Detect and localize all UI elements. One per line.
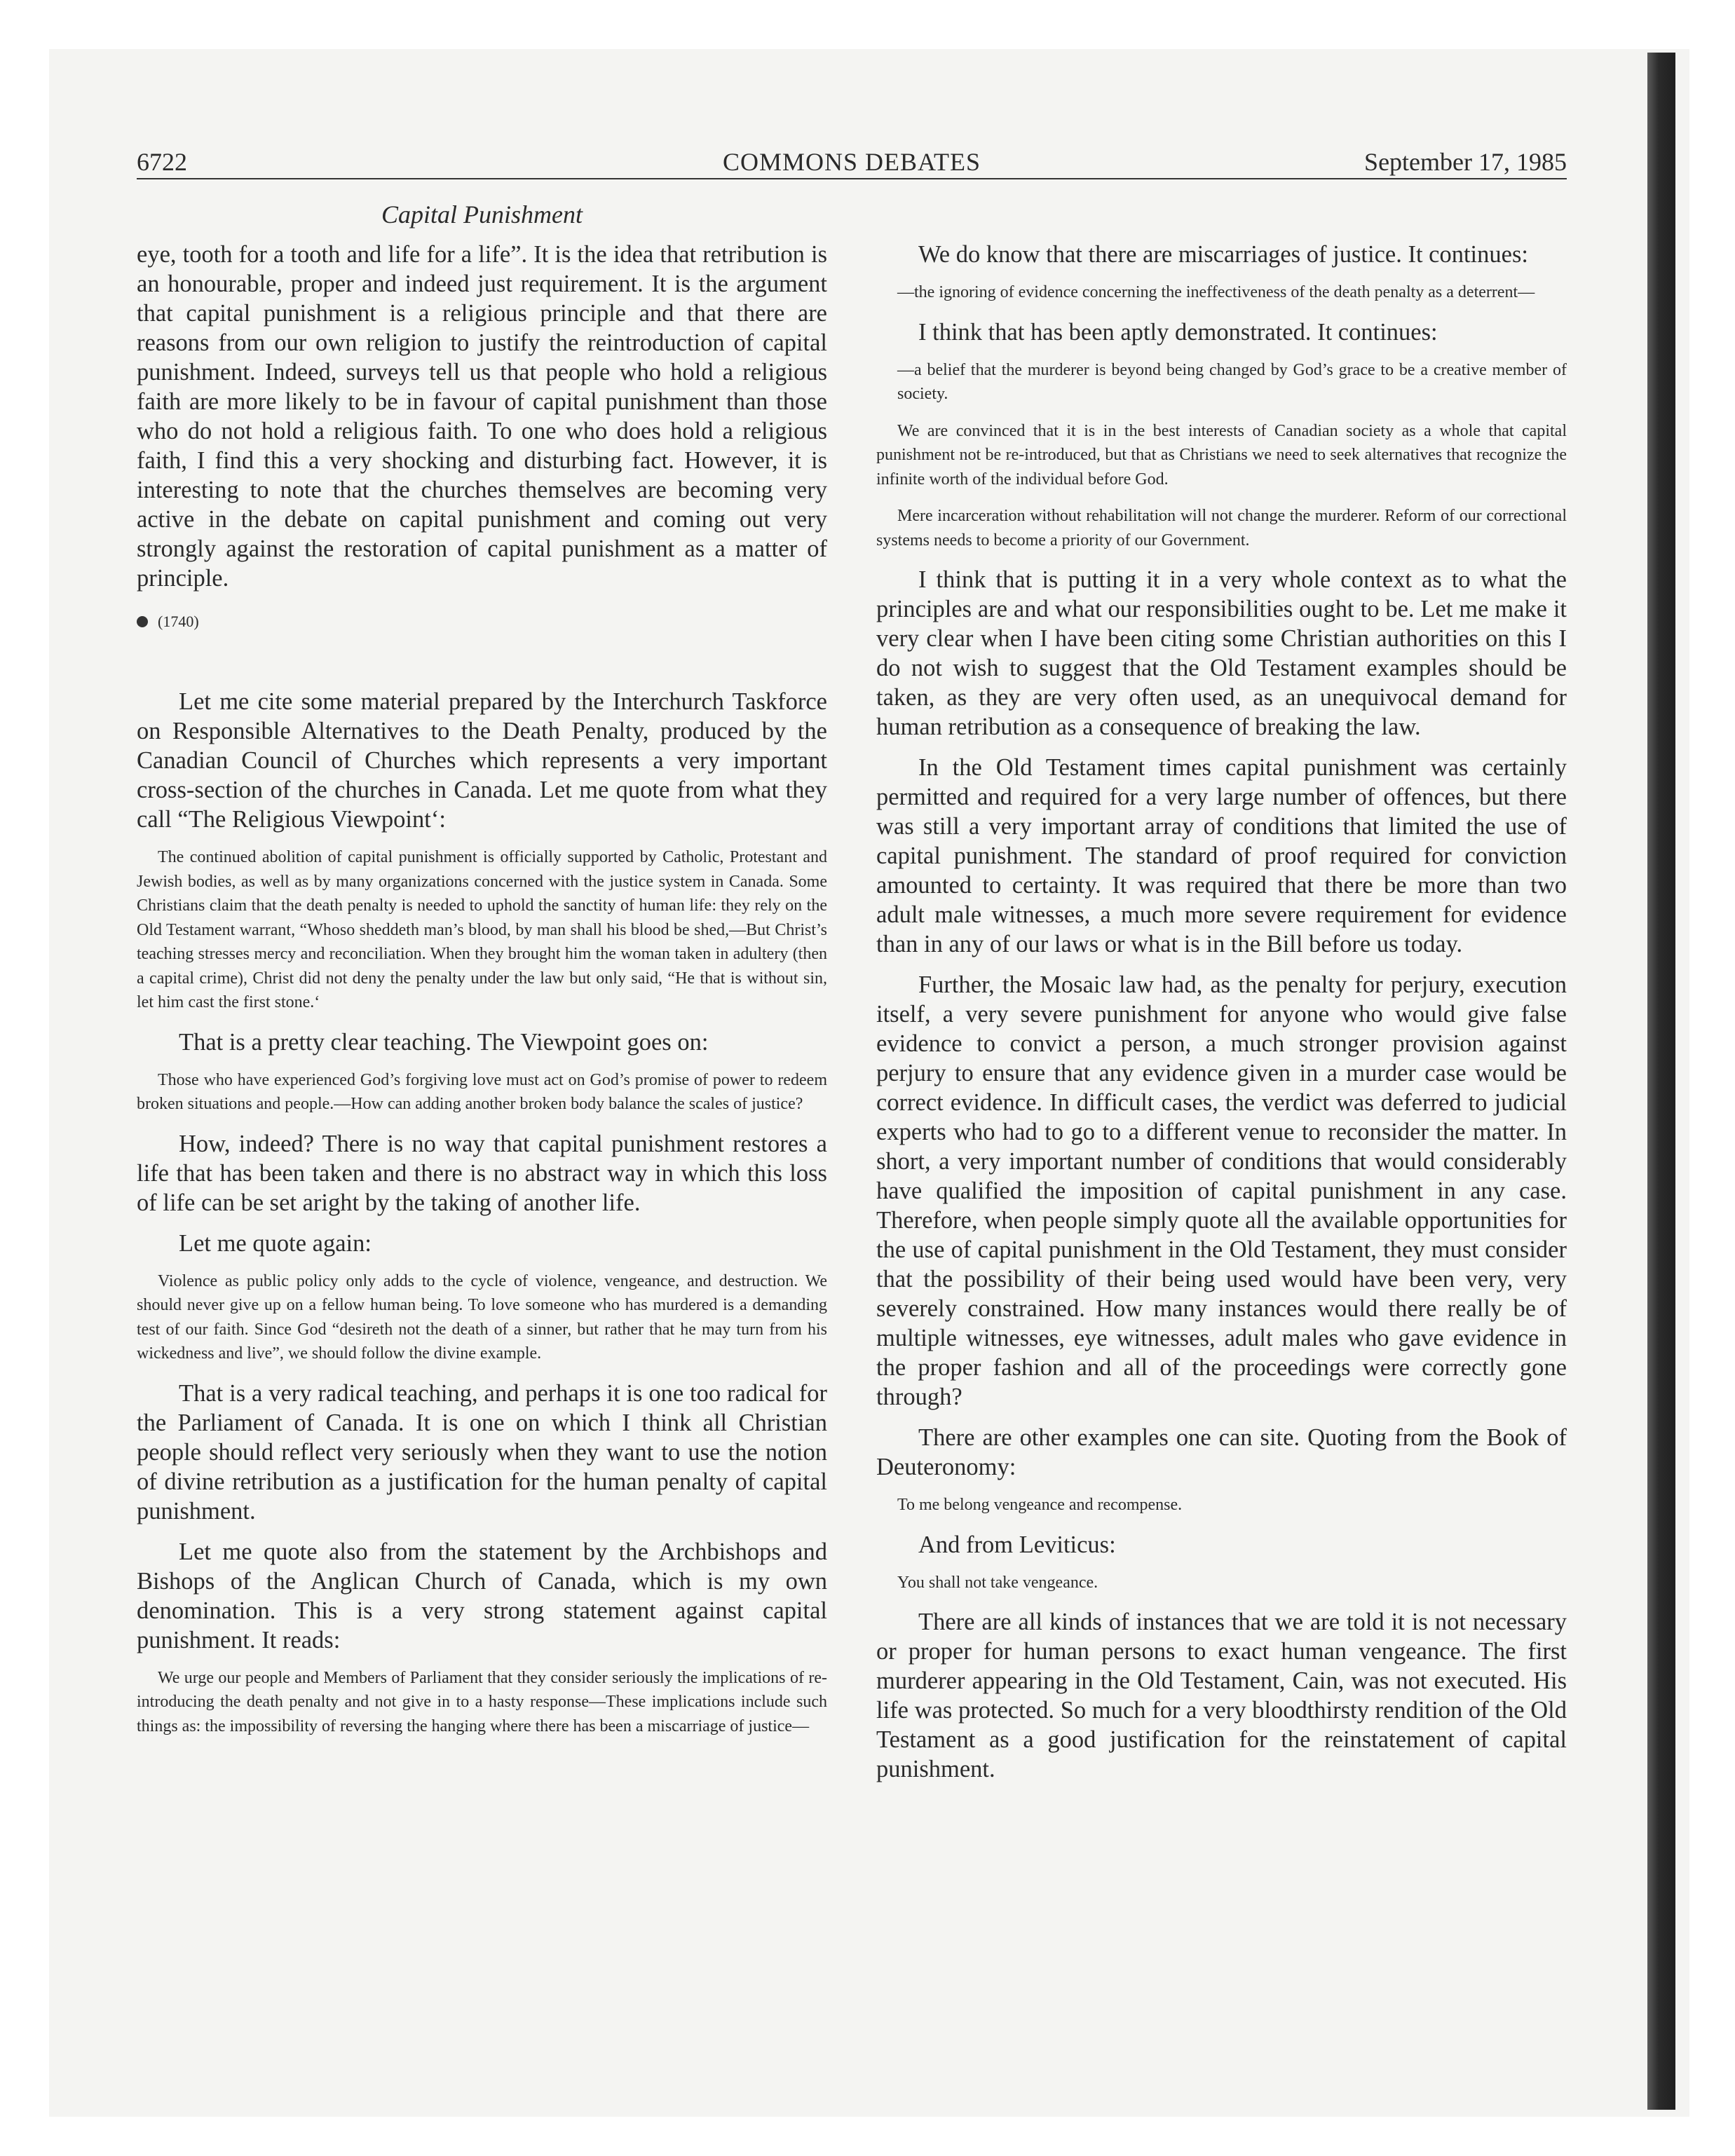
publication-title: COMMONS DEBATES	[722, 148, 981, 176]
bullet-icon	[137, 616, 148, 627]
paragraph: How, indeed? There is no way that capital punishment restores a life that has been taken and there is no abstract way in which this loss of life can be set aright by the taking of another life.	[137, 1130, 827, 1216]
block-quote: The continued abolition of capital punishment is officially supported by Catholic, Protestant and Jewish bodies, as well as by many organizations concerned with the justice system in Canada. Some Christians claim that the death penalty is needed to uphold the sanctity of human life: they rely on the Old Testament warrant, “Whoso sheddeth man’s blood, by man shall his blood be shed,—But Christ’s teaching stresses mercy and reconciliation. When they brought him the woman taken in adultery (then a capital crime), Christ did not deny the penalty under the law but only said, “He that is without sin, let him cast the first stone.‘	[137, 848, 827, 1011]
paragraph: That is a very radical teaching, and perhaps it is one too radical for the Parliament of Canada. It is one on which I think all Christian people should reflect very seriously when they want to use the notion of divine retribution as a justification for the human penalty of capital punishment.	[137, 1379, 827, 1524]
right-column	[876, 240, 1567, 1795]
paragraph: eye, tooth for a tooth and life for a life”. It is the idea that retribution is an honourable, proper and indeed just requirement. It is the argument that capital punishment is a religious principle and that there are reasons from our own religion to justify the reintroduction of capital punishment. Indeed, surveys tell us that people who hold a religious faith are more likely to be in favour of capital punishment than those who do not hold a religious faith. To one who does hold a religious faith, I find this a very shocking and disturbing fact. However, it is interesting to note that the churches themselves are becoming very active in the debate on capital punishment and coming out very strongly against the restoration of capital punishment as a matter of principle.	[137, 241, 827, 592]
paragraph: There are other examples one can site. Quoting from the Book of Deuteronomy:	[876, 1424, 1567, 1480]
block-quote: —a belief that the murderer is beyond being changed by God’s grace to be a creative member of society.	[897, 360, 1567, 403]
block-quote: Those who have experienced God’s forgiving love must act on God’s promise of power to redeem broken situations and people.—How can adding another broken body balance the scales of justice?	[137, 1070, 827, 1113]
paragraph: And from Leviticus:	[918, 1531, 1116, 1558]
publication-date: September 17, 1985	[1364, 148, 1567, 176]
block-quote: You shall not take vengeance.	[897, 1573, 1098, 1592]
left-column	[137, 240, 827, 1751]
paragraph: In the Old Testament times capital punishment was certainly permitted and required for a very large number of offences, but there was still a very important array of conditions that limited the use of capital punishment. The standard of proof required for conviction amounted to certainty. It was required that there be more than two adult male witnesses, a much more severe requirement for evidence than in any of our laws or what is in the Bill before us today.	[876, 754, 1567, 957]
paragraph: I think that is putting it in a very whole context as to what the principles are and what our responsibilities ought to be. Let me make it very clear when I have been citing some Christian authorities on this I do not wish to suggest that the Old Testament examples should be taken, as they are very often used, as an unequivocal demand for human retribution as a consequence of breaking the law.	[876, 566, 1567, 740]
paragraph: We do know that there are miscarriages of justice. It continues:	[918, 241, 1528, 268]
paragraph: Let me cite some material prepared by the Interchurch Taskforce on Responsible Alternatives to the Death Penalty, produced by the Canadian Council of Churches which represents a very important cross-section of the churches in Canada. Let me quote from what they call “The Religious Viewpoint‘:	[137, 688, 827, 833]
block-quote: Mere incarceration without rehabilitation will not change the murderer. Reform of our correctional systems needs to become a priority of our Government.	[876, 507, 1567, 550]
running-head: Capital Punishment	[381, 200, 583, 228]
page-number: 6722	[137, 148, 187, 176]
paragraph: Let me quote again:	[179, 1229, 372, 1257]
paragraph: There are all kinds of instances that we are told it is not necessary or proper for human persons to exact human vengeance. The first murderer appearing in the Old Testament, Cain, was not executed. His life was protected. So much for a very bloodthirsty rendition of the Old Testament as a good justification for the reinstatement of capital punishment.	[876, 1609, 1567, 1782]
page-header	[137, 147, 1567, 179]
paragraph: Further, the Mosaic law had, as the penalty for perjury, execution itself, a very severe punishment for anyone who would give false evidence to convict a person, a much stronger provision against perjury to ensure that any evidence given in a murder case would be correct evidence. In difficult cases, the verdict was deferred to judicial experts who had to go to a different venue to reconsider the matter. In short, a very important number of conditions that would considerably have qualified the imposition of capital punishment in any case. Therefore, when people simply quote all the available opportunities for the use of capital punishment in the Old Testament, they must consider that the possibility of their being used would have been very, very severely constrained. How many instances would there really be of multiple witnesses, eye witnesses, adult males who gave evidence in the proper fashion and all of the proceedings were correctly gone through?	[876, 971, 1567, 1410]
block-quote: To me belong vengeance and recompense.	[897, 1496, 1183, 1514]
paragraph: I think that has been aptly demonstrated. It continues:	[918, 318, 1438, 346]
time-stamp-text: (1740)	[158, 613, 199, 630]
block-quote: We are convinced that it is in the best interests of Canadian society as a whole that capital punishment not be re-introduced, but that as Christians we need to seek alternatives that recognize the infinite worth of the individual before God.	[876, 421, 1567, 489]
block-quote: Violence as public policy only adds to the cycle of violence, vengeance, and destruction. We should never give up on a fellow human being. To love someone who has murdered is a demanding test of our faith. Since God “desireth not the death of a sinner, but rather that he may turn from his wickedness and live”, we should follow the divine example.	[137, 1271, 827, 1363]
paragraph: That is a pretty clear teaching. The Viewpoint goes on:	[179, 1028, 709, 1056]
paragraph: Let me quote also from the statement by the Archbishops and Bishops of the Anglican Church of Canada, which is my own denomination. This is a very strong statement against capital punishment. It reads:	[137, 1538, 827, 1653]
block-quote: We urge our people and Members of Parliament that they consider seriously the implications of re-introducing the death penalty and not give in to a hasty response—These implications include such things as: the impossibility of reversing the hanging where there has been a miscarriage of justice—	[137, 1668, 827, 1735]
time-stamp	[137, 613, 827, 631]
block-quote: —the ignoring of evidence concerning the ineffectiveness of the death penalty as a deterrent—	[897, 283, 1535, 301]
